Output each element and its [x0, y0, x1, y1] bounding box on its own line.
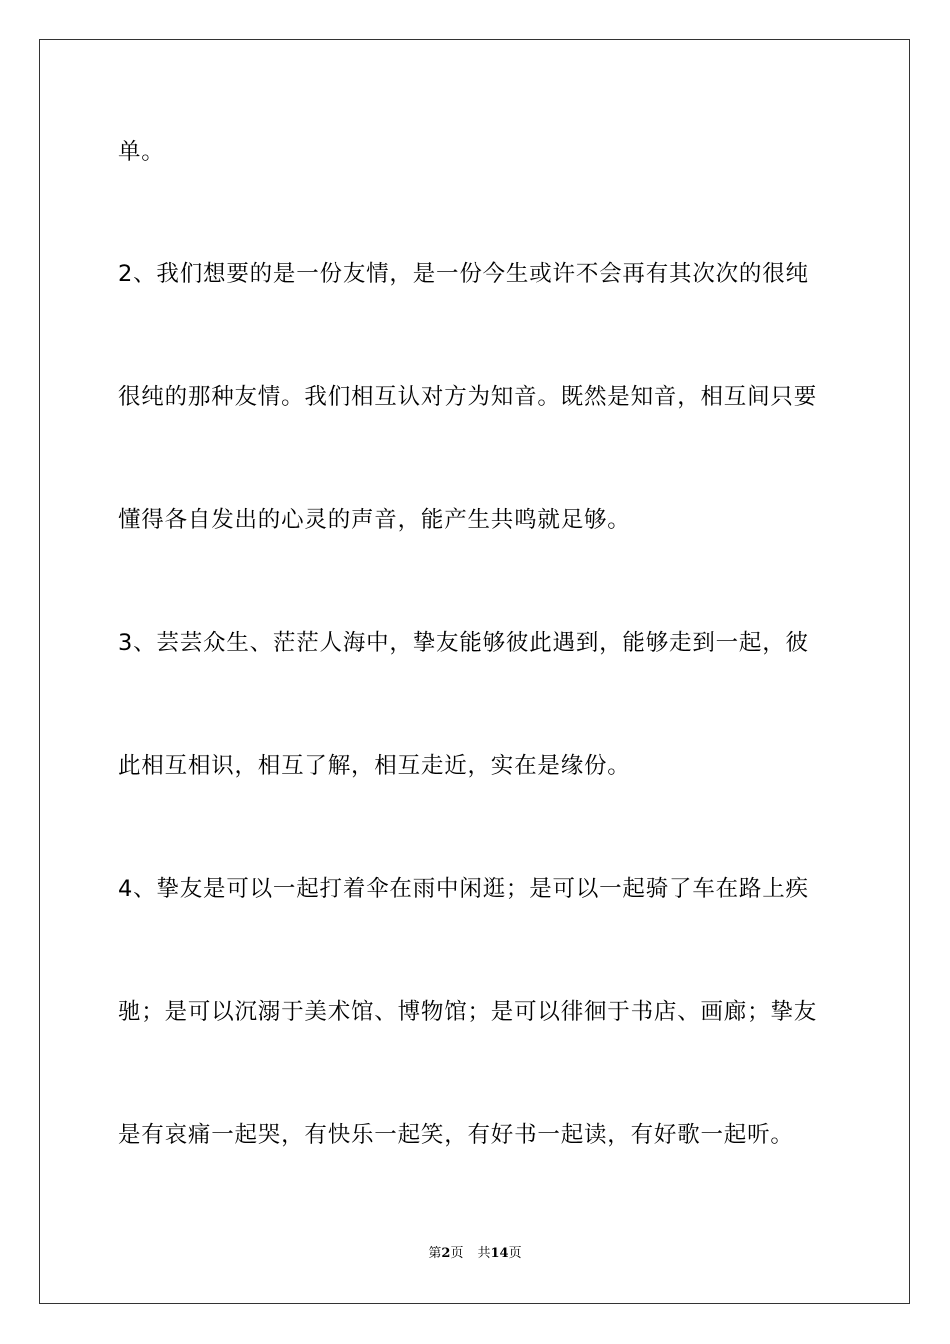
page-total: 14 [490, 1246, 509, 1261]
text-line-9: 是有哀痛一起哭，有快乐一起笑，有好书一起读，有好歌一起听。 [118, 1122, 794, 1148]
page-prefix: 第 [428, 1246, 442, 1261]
total-suffix: 页 [508, 1246, 522, 1261]
page-suffix: 页 [450, 1246, 464, 1261]
page-current: 2 [441, 1246, 451, 1261]
text-line-1: 单。 [118, 139, 165, 165]
text-line-3: 很纯的那种友情。我们相互认对方为知音。既然是知音，相互间只要 [118, 384, 818, 410]
text-line-4: 懂得各自发出的心灵的声音，能产生共鸣就足够。 [118, 507, 631, 533]
text-line-7: 4、挚友是可以一起打着伞在雨中闲逛；是可以一起骑了车在路上疾 [118, 876, 809, 902]
text-line-8: 驰；是可以沉溺于美术馆、博物馆；是可以徘徊于书店、画廊；挚友 [118, 999, 818, 1025]
text-line-6: 此相互相识，相互了解，相互走近，实在是缘份。 [118, 753, 631, 779]
page-frame [39, 39, 910, 1304]
text-line-5: 3、芸芸众生、茫茫人海中，挚友能够彼此遇到，能够走到一起，彼 [118, 630, 809, 656]
page-footer [0, 1247, 950, 1260]
total-prefix: 共 [477, 1246, 491, 1261]
text-line-2: 2、我们想要的是一份友情，是一份今生或许不会再有其次次的很纯 [118, 261, 809, 287]
